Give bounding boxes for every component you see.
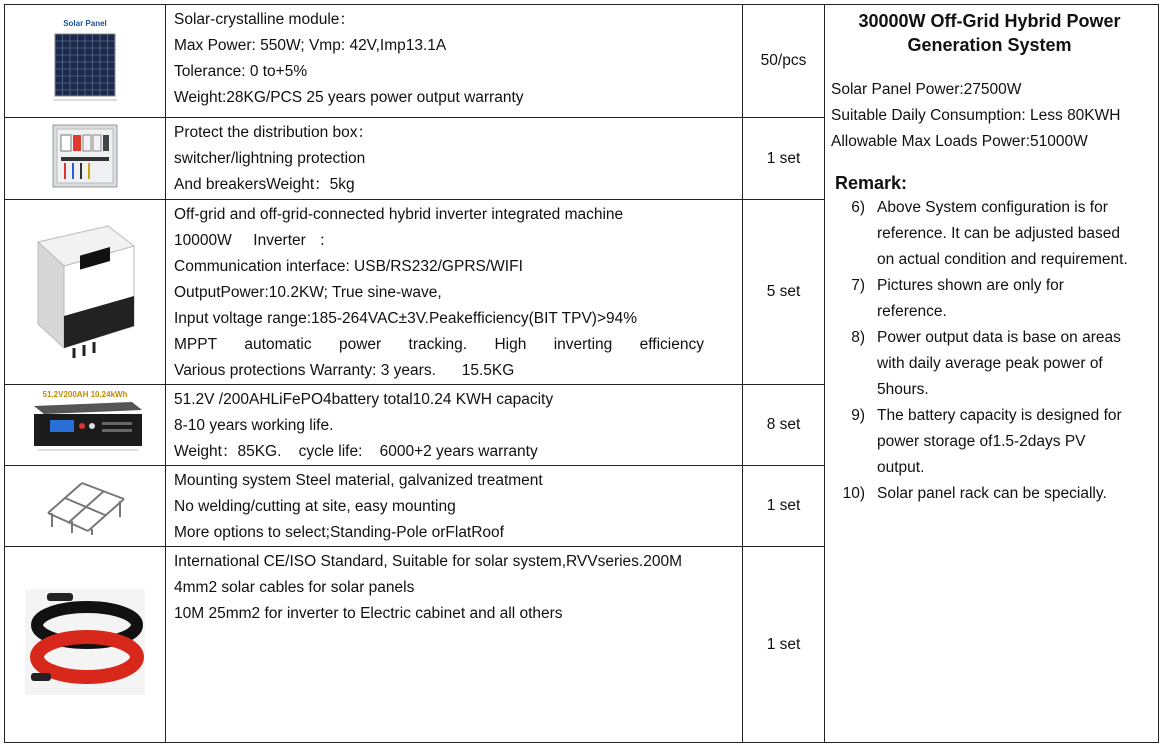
description-cell bbox=[166, 385, 743, 466]
spec-word: tracking. bbox=[408, 336, 468, 353]
spec-line: 4mm2 solar cables for solar panels bbox=[174, 579, 415, 596]
spec-line: Protect the distribution box： bbox=[174, 124, 374, 141]
description-cell bbox=[166, 200, 743, 385]
spec-line: Off-grid and off-grid-connected hybrid inverter integrated machine bbox=[174, 206, 624, 223]
spec-line: And breakersWeight：5kg bbox=[174, 176, 355, 193]
system-spec-table bbox=[4, 4, 1159, 743]
image-cell bbox=[5, 200, 166, 385]
spec-word: automatic bbox=[244, 336, 312, 353]
distribution-box-icon bbox=[51, 123, 119, 189]
battery-image-label: 51.2V200AH 10.24kWh bbox=[42, 389, 128, 399]
hybrid-inverter-icon bbox=[30, 220, 140, 360]
remark-text-line: Pictures shown are only for bbox=[877, 277, 1064, 294]
remark-text bbox=[877, 403, 1147, 481]
system-title bbox=[831, 9, 1148, 57]
remark-list bbox=[831, 195, 1158, 507]
remark-text-line: Power output data is base on areas bbox=[877, 329, 1121, 346]
description-cell bbox=[166, 547, 743, 743]
spec-line: Communication interface: USB/RS232/GPRS/WIFI bbox=[174, 258, 523, 275]
spec-line: No welding/cutting at site, easy mounting bbox=[174, 498, 456, 515]
table-row-solar-panel bbox=[5, 5, 1159, 118]
spec-line: switcher/lightning protection bbox=[174, 150, 366, 167]
spec-line: More options to select;Standing-Pole orFlatRoof bbox=[174, 524, 504, 541]
spec-line: 10M 25mm2 for inverter to Electric cabinet and all others bbox=[174, 605, 563, 622]
system-summary-cell bbox=[825, 5, 1159, 743]
quantity-cell: 5 set bbox=[743, 200, 825, 385]
image-cell bbox=[5, 466, 166, 547]
remark-text bbox=[877, 481, 1147, 507]
solar-panel-image bbox=[35, 16, 135, 107]
remark-item bbox=[831, 195, 1158, 273]
spec-word: MPPT bbox=[174, 336, 218, 353]
spec-line: Solar-crystalline module： bbox=[174, 11, 355, 28]
remark-item bbox=[831, 481, 1158, 507]
system-title-line: Generation System bbox=[907, 35, 1072, 55]
remark-text-line: Above System configuration is for bbox=[877, 199, 1108, 216]
remark-number: 9) bbox=[851, 407, 865, 424]
remark-text-line: with daily average peak power of bbox=[877, 355, 1103, 372]
system-spec-line: Suitable Daily Consumption: Less 80KWH bbox=[831, 107, 1121, 124]
spec-line: Tolerance: 0 to+5% bbox=[174, 63, 308, 80]
remark-text bbox=[877, 273, 1147, 325]
solar-cable-icon bbox=[25, 589, 145, 695]
quantity-cell: 50/pcs bbox=[743, 5, 825, 118]
image-cell bbox=[5, 118, 166, 200]
remark-text-line: power storage of1.5-2days PV bbox=[877, 433, 1086, 450]
image-cell bbox=[5, 5, 166, 118]
quantity-cell: 1 set bbox=[743, 118, 825, 200]
remark-item bbox=[831, 273, 1158, 325]
quantity-cell: 1 set bbox=[743, 547, 825, 743]
spec-line: 8-10 years working life. bbox=[174, 417, 334, 434]
remark-text bbox=[877, 195, 1147, 273]
remark-item bbox=[831, 403, 1158, 481]
spec-line: International CE/ISO Standard, Suitable for solar system,RVVseries.200M bbox=[174, 553, 683, 570]
spec-word: inverting bbox=[553, 336, 613, 353]
system-spec-line: Allowable Max Loads Power:51000W bbox=[831, 133, 1088, 150]
spec-line: OutputPower:10.2KW; True sine-wave, bbox=[174, 284, 442, 301]
spec-line: Max Power: 550W; Vmp: 42V,Imp13.1A bbox=[174, 37, 447, 54]
system-spec-line: Solar Panel Power:27500W bbox=[831, 81, 1022, 98]
spec-line: Mounting system Steel material, galvanized treatment bbox=[174, 472, 543, 489]
image-cell bbox=[5, 385, 166, 466]
remark-number: 7) bbox=[851, 277, 865, 294]
spec-line: Weight：85KG. cycle life: 6000+2 years warranty bbox=[174, 443, 538, 460]
spec-line: 10000W Inverter ： bbox=[174, 232, 335, 249]
spec-line: Weight:28KG/PCS 25 years power output warranty bbox=[174, 89, 524, 106]
remark-text-line: on actual condition and requirement. bbox=[877, 251, 1128, 268]
spec-line: Various protections Warranty: 3 years. 15.5KG bbox=[174, 362, 515, 379]
spec-word: efficiency bbox=[639, 336, 704, 353]
remark-text-line: 5hours. bbox=[877, 381, 929, 398]
remark-number: 6) bbox=[851, 199, 865, 216]
remark-item bbox=[831, 325, 1158, 403]
remark-text bbox=[877, 325, 1147, 403]
spec-line: 51.2V /200AHLiFePO4battery total10.24 KWH capacity bbox=[174, 391, 554, 408]
spec-line: Input voltage range:185-264VAC±3V.Peakefficiency(BIT TPV)>94% bbox=[174, 310, 638, 327]
description-cell bbox=[166, 118, 743, 200]
mounting-rack-icon bbox=[42, 473, 128, 535]
spec-word: High bbox=[494, 336, 527, 353]
remark-text-line: reference. bbox=[877, 303, 947, 320]
remark-number: 8) bbox=[851, 329, 865, 346]
remark-title: Remark: bbox=[835, 173, 908, 193]
description-cell bbox=[166, 5, 743, 118]
remark-number: 10) bbox=[842, 485, 865, 502]
remark-text-line: reference. It can be adjusted based bbox=[877, 225, 1120, 242]
system-title-line: 30000W Off-Grid Hybrid Power bbox=[858, 11, 1121, 31]
solar-panel-image-label: Solar Panel bbox=[63, 18, 107, 28]
image-cell bbox=[5, 547, 166, 743]
spec-word: power bbox=[338, 336, 382, 353]
spec-line-justified bbox=[174, 332, 704, 358]
remark-text-line: output. bbox=[877, 459, 925, 476]
solar-panel-icon bbox=[35, 16, 135, 102]
remark-text-line: The battery capacity is designed for bbox=[877, 407, 1122, 424]
quantity-cell: 8 set bbox=[743, 385, 825, 466]
remark-text-line: Solar panel rack can be specially. bbox=[877, 485, 1107, 502]
description-cell bbox=[166, 466, 743, 547]
lithium-battery-icon bbox=[20, 388, 150, 458]
quantity-cell: 1 set bbox=[743, 466, 825, 547]
